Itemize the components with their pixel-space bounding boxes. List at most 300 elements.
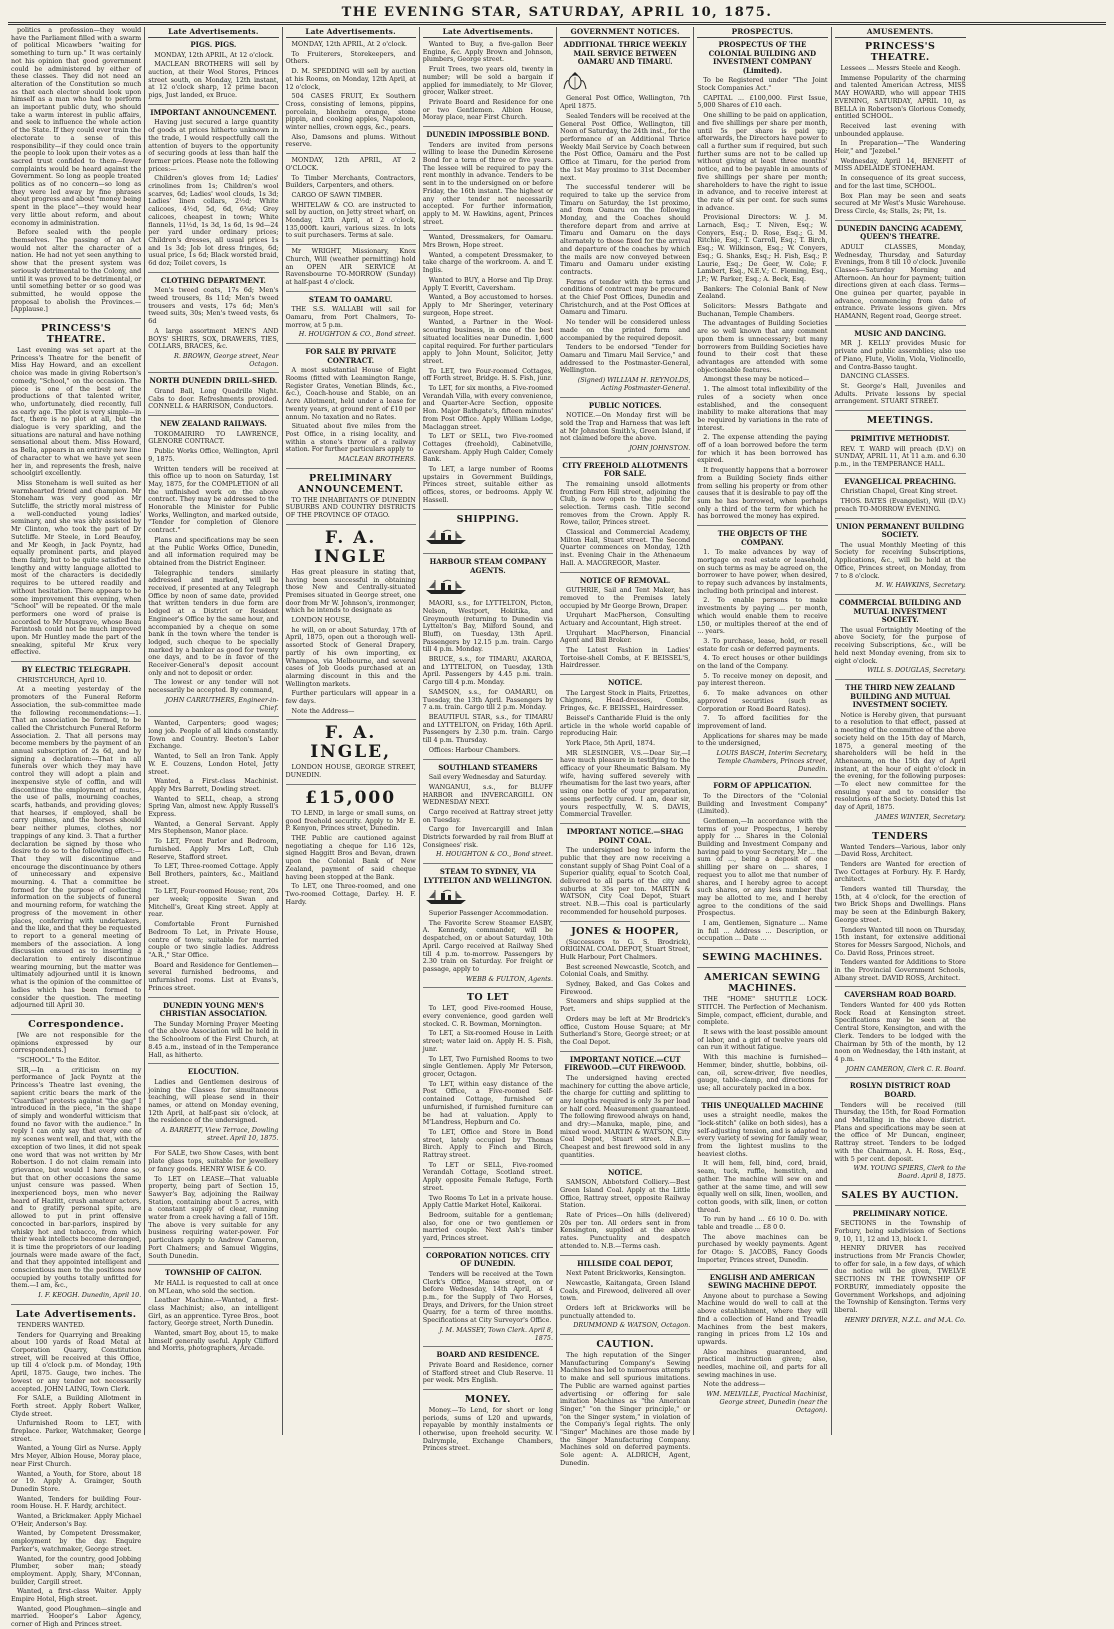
article [423, 553, 553, 754]
paragraph: Amongst these may be noticed— [703, 375, 810, 384]
paragraph: TOKOMAIRIRO TO LAWRENCE, GLENORE CONTRACT. [148, 429, 279, 446]
column-heading: Late Advertisements. [148, 27, 278, 38]
paragraph: The above machines can be purchased by weekly payments. Agent for Otago: S. JACOBS, Fancy Goods Importer, Princes street, Dunedin. [697, 1232, 828, 1264]
paragraph: 504 CASES FRUIT, Ex Southern Cross, consisting of lemons, pippins, porcelain, blenheim orange, stone pippin, and cooking apples, Napoleon, winter nellies, crown eggs, &c., pears. [285, 92, 416, 132]
paragraph: To LET, Front Parlor and Bedroom, furnished. Apply Mrs Loft, Club Reserve, Stafford street. [148, 837, 279, 861]
paragraph: Further particulars will appear in a few days. [285, 689, 416, 706]
column-heading: Late Advertisements. [423, 27, 553, 38]
article-heading: F. A. INGLE [314, 527, 388, 567]
paragraph: DANCING CLASSES. [840, 372, 910, 381]
article [560, 1255, 690, 1331]
column-3 [283, 27, 420, 1435]
paragraph: York Place, 5th April, 1874. [566, 738, 656, 747]
column-heading: AMUSEMENTS. [835, 27, 966, 38]
paragraph: SECTIONS in the Township of Forbury, being subdivision of Sections 9, 10, 11, 12 and 13, block I. [834, 1219, 966, 1243]
paragraph: Two Rooms To Let in a private house. Apply Cattle Market Hotel, Kaikorai. [422, 1193, 553, 1210]
signature: LOUIS BASCH, Interim Secretary, Temple Chambers, Princes street, Dunedin. [716, 749, 828, 773]
paragraph: MR SLESINGER, V.S.—Dear Sir,—I have much pleasure in testifying to the efficacy of your Rheumatic Balsam. My wife, having suffered severely with rheumatism for the last two years, after using one bottle of your preparation, seems perfectly cured. I am, dear sir, yours respectfully, W. S. DAVIS, Commercial Traveller. [560, 748, 691, 819]
paragraph: Wanted, good Ploughmen—single and married. Hooper's Labor Agency, corner of High and Princes street. [11, 1604, 142, 1629]
paragraph: TENDERS WANTED. [17, 1320, 85, 1329]
article [560, 1164, 690, 1251]
article [697, 1269, 827, 1415]
paragraph: To LET, one Three-roomed, and one Two-roomed Cottage, Darley. H. F. Hardy. [285, 882, 416, 906]
article [11, 1304, 141, 1629]
article [286, 524, 416, 716]
steamship-icon [423, 579, 469, 595]
article [423, 863, 553, 983]
column-heading: GOVERNMENT NOTICES. [560, 27, 690, 38]
article-heading: MONEY. [464, 1393, 511, 1405]
article-heading: NORTH DUNEDIN DRILL-SHED. [149, 376, 278, 386]
paragraph: Tenders wanted for Additions to Store in the Provincial Government Schools, Albany street. DAVID ROSS, Architect. [834, 958, 966, 982]
paragraph: LONDON HOUSE, GEORGE STREET, DUNEDIN. [285, 763, 416, 780]
article [560, 823, 690, 917]
paragraph: Wanted, Tenders for building Four-room House. H. F. Hardy, architect. [11, 1494, 142, 1511]
paragraph: Applications for shares may be made to the undersigned, [697, 731, 828, 748]
paragraph: It will hem, fell, bind, cord, braid, seam, tuck, ruffle, hemstitch, and gather. The machine will sew on and gather at the same time, and will sew equally well on silk, linen, woollen, and cotton goods, with silk, linen, or cotton thread. [697, 1159, 828, 1214]
paragraph: 7. To afford facilities for the improvement of land. [697, 714, 828, 730]
article-heading: IMPORTANT NOTICE.—CUT FIREWOOD.—CUT FIREWOOD. [564, 1054, 686, 1073]
article-heading: Late Advertisements. [15, 1308, 137, 1320]
article [423, 1389, 553, 1453]
paragraph: Miss Stoneham is well suited as her warmhearted friend and champion. Mr Stoneham was very good as Mr Sutcliffe, the strictly moral mistress of a well-conducted young ladies' seminary, and she was ably assisted by Mr Clinton, who took the part of Dr Sutcliffe. Mr Steele, in Lord Beaufoy, and Mr Keogh, in Jack Poyntz, had equally prominent parts, and played them fairly, but to be quite satisfied the lengthy and witty language allotted to most of the characters is decidedly requires to be uttered readily and without hesitation. There appears to be some improvement this evening, when "School" will be repeated. Of the male performers one word of praise is accorded to Mr Musgrave, whose Beau Farintosh could not be much improved upon. Mr Huntley made the part of the sneaking, spiteful Mr Krux very effective. [11, 478, 142, 657]
paragraph: To be Registered under "The Joint Stock Companies Act." [697, 76, 828, 93]
paragraph: (Successors to G. S. Brodrick), ORIGINAL COAL DEPOT, Stuart Street, Hulk Harbour, Port Chalmers. [560, 937, 691, 961]
article-heading: CITY FREEHOLD ALLOTMENTS FOR SALE. [562, 460, 688, 479]
paragraph: To LET, two Four-roomed Cottages, off Forth street, Bridge. H. S. Fish, junr. [422, 366, 553, 383]
paragraph: To LET on LEASE—That valuable property, being part of Section 15, Sawyer's Bay, adjoining the Railway Station, containing about 5 acres, with a constant supply of clear, running water from a creek having a fall of 15ft. The above is very suitable for any business requiring water-power. For particulars apply to Andrew Cameron, Port Chalmers; and Samuel Wiggins, South Dunedin. [148, 1174, 279, 1260]
steamship-icon [423, 889, 469, 905]
paragraph: Tenders Wanted for 400 yds Rotten Rock Road at Kensington street. Specifications may be seen at the Central Store, Kensington, and with the Clerk. Tenders to be lodged with the Chairman by 5th of the month, by 12 noon on Wednesday, the 14th instant, at 4 p.m. [834, 1001, 966, 1063]
article [835, 826, 966, 983]
paragraph: Sealed Tenders will be received at the General Post Office, Wellington, till Noon of Saturday, the 24th inst., for the performance of an Additional Thrice Weekly Mail Service by Coach between the Post Office, Oamaru and the Post Office at Timaru, for the period from the 1st May proximo to 31st December next. [560, 111, 691, 182]
masthead: THE EVENING STAR, SATURDAY, APRIL 10, 1875. [341, 5, 773, 20]
paragraph: CARGO OF SAWN TIMBER. [291, 190, 383, 199]
article [286, 244, 416, 287]
paragraph: HENRY DRIVER has received instructions from Mr Francis Chowler, to offer for sale, in a few days, of which due notice will be given, TWELVE SECTIONS IN THE TOWNSHIP OF FORBURY, immediately opposite the Government Workshops, and adjoining the Township of Kensington. Terms very liberal. [834, 1244, 966, 1314]
columns [8, 26, 1106, 1629]
article-heading: HILLSIDE COAL DEPOT, [577, 1258, 674, 1268]
paragraph: Money.—To Lend, for short or long periods, sums of L20 and upwards, repayable by monthly instalments or otherwise, upon freehold security. W. Dalrymple, Exchange Chambers, Princes street. [422, 1405, 553, 1453]
paragraph: [We are not responsible for the opinions expressed by our correspondents.] [11, 1030, 142, 1055]
paragraph: Having just secured a large quantity of goods at prices hitherto unknown in the trade, I would respectfully call the attention of buyers to the opportunity of securing goods at less than half the former prices. Please note the following prices:— [148, 118, 279, 173]
paragraph: Situated about five miles from the Post Office, in a rising locality, and within a stone's throw of a railway station. For further particulars apply to [285, 422, 416, 454]
article-heading: ELOCUTION. [187, 1067, 239, 1077]
paragraph: The advantages of Building Societies are so well known that any comment upon them is unnecessary; but many borrowers from Building Societies have found to their cost that these advantages are attended with some objectionable features. [697, 319, 828, 374]
article-heading: SALES BY AUCTION. [841, 1189, 959, 1201]
signature: JAMES WINTER, Secretary. [875, 812, 966, 821]
paragraph: D. M. SPEDDING will sell by auction at his Rooms, on Monday, 12th April, at 12 o'clock, [285, 67, 416, 91]
paragraph: Wanted, by Competent Dressmaker, employment by the day. Enquire Parker's, watchmaker, George street. [11, 1529, 142, 1553]
article [560, 572, 690, 671]
paragraph: To LET, a large number of Rooms upstairs in Government Buildings, Princes street, suitable either as offices, stores, or bedrooms. Apply W. Hassell. [422, 465, 553, 504]
column-4 [420, 27, 557, 1453]
paragraph: Box Plan may be seen and seats secured at Mr West's Music Warehouse. Dress Circle, 4s; Stalls, 2s; Pit, 1s. [834, 191, 966, 215]
signature: JOHN JOHNSTON. [629, 443, 691, 452]
paragraph: Bankers: The Colonial Bank of New Zealand. [697, 284, 828, 301]
article [423, 759, 553, 860]
article-heading: EVANGELICAL PREACHING. [844, 476, 957, 486]
paragraph: The usual Monthly Meeting of this Society for receiving Subscriptions, Applications, &c., will be held at the Office, Princes street, on Monday, from 7 to 8 o'clock. [834, 540, 966, 580]
article [697, 967, 827, 1092]
signature: R. BROWN, George street, Near Octagon. [174, 351, 279, 368]
paragraph: Immense Popularity of the charming and talented American Actress, MISS MAY HOWARD, who will appear THIS EVENING, SATURDAY, APRIL 10, as BELLA in Robertson's Glorious Comedy, entitled SCHOOL. [834, 73, 966, 121]
article-heading: STEAM TO SYDNEY, VIA LYTTELTON AND WELLINGTON. [423, 867, 552, 885]
paragraph: To LET or SELL, two Five-roomed Cottages (freehold), Cabinetville, Caversham. Apply Hugh Calder, Comely Bank. [422, 432, 553, 464]
paragraph: ADULT CLASSES, Monday, Wednesday, Thursday, and Saturday Evenings, from 8 till 10 o'clock. Juvenile Classes—Saturday Morning and Afternoon. An hour for payment; tuition directions given at each class. Terms—One guinea per quarter, payable in advance, commencing from date of entrance. Private lessons given. Mrs HAMANN, Regent road, George street. [834, 242, 966, 321]
paragraph: Provisional Directors: W. J. M. Larnach, Esq.; T. Niven, Esq.; W. Conyers, Esq.; D. Rose, Esq.; G. M. Ritchie, Esq.; T. Carroll, Esq.; T. Birch, Esq.; W. Wilkinson, Esq.; W. Conyers, Esq.; G. Shanks, Esq.; H. Fish, Esq.; P. Laurie, Esq.; De Geer, W. Cole; F. Lambert, Esq., N.E.V.; C. Fleming, Esq., J.P.; W. Parker, Esq.; A. Beck, Esq. [697, 213, 828, 283]
paragraph: Wanted Tenders—Various, labor only—David Ross, Architect. [834, 842, 966, 859]
signature: H. HOUGHTON & CO., Bond street. [298, 330, 416, 339]
article [423, 987, 553, 1242]
article-heading: PUBLIC NOTICES. [588, 400, 662, 410]
paragraph: The usual Fortnightly Meeting of the above Society, for the purpose of receiving Subscriptions, &c., will be held next Monday evening, from six to eight o'clock. [834, 625, 966, 665]
signature: WM. YOUNG SPIERS, Clerk to the Board. April 8, 1875. [853, 1164, 966, 1180]
article [11, 661, 141, 1010]
column-6 [694, 27, 831, 1435]
royal-crest-icon [560, 71, 590, 91]
paragraph: Tenders wanted till Thursday, the 15th, at 4 o'clock, for the erection of two Brick Shops and Dwellings. Plans may be seen at the Edinburgh Bakery, George street. [834, 885, 966, 924]
article [560, 457, 690, 568]
paragraph: BEAUTIFUL STAR, s.s., for TIMARU and LYTTELTON, on Friday, 16th April. Passengers by 2.30 p.m. train. Cargo till 4 p.m. Thursday. [422, 713, 553, 745]
paragraph: Before sealed with the people themselves. The passing of an Act would not alter the character of a nation. He had not yet seen anything to show that the present system was seriously detrimental to the Colony, and until it was proved to be detrimental, or until something better or so good was submitted, he would oppose the proposal to abolish the Provinces.—[Applause.] [11, 228, 142, 314]
article [423, 1247, 553, 1343]
article [11, 1014, 141, 1300]
article-heading: PIGS. PIGS. [190, 40, 237, 49]
paragraph: Children's gloves from 1d; Ladies' crinolines from 1s; Children's wool scarves, 6d; Ladies' wool clouds, 1s 3d; Ladies' linen collars, 2½d; White calicoes, 4½d, 5d, 6d, 6¾d; Grey calicoes, cheapest in town; White flannels, 11½d, 1s 3d, 1s 6d, 1s 9d—24 per yard under ordinary prices; Children's dresses, all usual prices 1s and 1s 3d; Job lot dress fringes, 6d; usual price, 1s 6d; Black worsted braid, 6d doz; Toilet covers, 1s [148, 174, 279, 268]
paragraph: politics a profession—they would have the Parliament filled with a swarm of political Micawbers "waiting for something to turn up." It was certainly not his opinion that good government could be administered by either of these classes. They did not need an alteration of the Constitution so much as that each elector should look upon himself as a man who had to perform an important public duty, who should take a warm interest in public affairs, and seek to influence the whole action of the State. If they could ever train the electorate to a sense of this responsibility—if they could once train the people to look upon their votes as a sacred trust confided to them—fewer complaints would be heard against the Government. So long as people treated politics as of no concern—so long as they were led away by fine phrases about progress and about "money being spent in the place"—they would hear very little about reform, and about economy in administration. [11, 26, 142, 227]
column-heading: Late Advertisements. [286, 27, 416, 38]
article-heading: STEAM TO OAMARU. [308, 294, 393, 304]
article [148, 415, 278, 712]
article [835, 1205, 966, 1325]
paragraph: It sews with the least possible amount of labor, and a girl of twelve years old can run it without fatigue. [697, 1027, 828, 1052]
paragraph: To LET, good Five-roomed House, every convenience, good garden well stocked. C. R. Bowman, Mornington. [422, 1004, 553, 1028]
paragraph: To LET, Two Furnished Rooms to two single Gentlemen. Apply Mr Peterson, grocer, Octagon. [422, 1054, 553, 1078]
paragraph: Public Works Office, Wellington, April 9, 1875. [148, 447, 279, 463]
column-5 [557, 27, 694, 1467]
article [423, 126, 553, 226]
paragraph: 1. The almost total inflexibility of the rules of a society when once established, and the consequent inability to make alterations that may be required by variations in the rate of interest. [697, 385, 828, 432]
paragraph: Board and Residence for Gentlemen—several furnished bedrooms, and unfurnished rooms. List at Evans's, Princes street. [148, 960, 279, 992]
article [835, 986, 966, 1073]
signature: J. M. MASSEY, Town Clerk. April 8, 1875. [439, 1325, 553, 1342]
paragraph: MONDAY, 12th APRIL, AT 2 O'CLOCK. [285, 156, 416, 172]
paragraph: For SALE, a Building Allotment in Forth street. Apply Robert Walker, Clyde street. [11, 1394, 142, 1418]
article-heading: ROSLYN DISTRICT ROAD BOARD. [849, 1081, 951, 1099]
article-heading: TOWNSHIP OF CALTON. [164, 1268, 262, 1278]
paragraph: Tenders are Wanted for erection of Two Cottages at Forbury. Hy. F. Hardy, architect. [834, 859, 966, 884]
masthead-rule [8, 22, 1106, 25]
signature: MACLEAN BROTHERS. [338, 455, 416, 464]
paragraph: Solicitors: Messrs Bathgate and Buchanan, Temple Chambers. [697, 302, 828, 318]
article [423, 509, 553, 550]
paragraph: MACLEAN BROTHERS will sell by auction, at their Wool Stores, Princes street south, on Monday, 12th instant, at 12 o'clock sharp, 12 prime bacon pigs, Just landed, ex Bruce. [148, 60, 279, 100]
steamship-icon [423, 529, 469, 545]
paragraph: Fruit Trees, two years old, twenty in number; will be sold a bargain if applied for immediately, to Mr Glover, grocer, Walker street. [422, 65, 553, 97]
paragraph: TO LEND, in large or small sums, on good freehold security. Apply to Mr E. P. Kenyon, Princes street, Dunedin. [285, 808, 416, 833]
paragraph: With this machine is furnished—Hemmer, binder, shuttle, bobbins, oil-can, oil, screw-driver, five needles, gauge, table-clamp, and directions for use; all accurately packed in a box. [697, 1053, 828, 1092]
signature: JOHN CARRUTHERS, Engineer-in-Chief. [165, 695, 279, 712]
paragraph: Forms of tender with the terms and conditions of contract may be procured at the Chief Post Offices, Dunedin and Christchurch, and at the Post Offices at Oamaru and Timaru. [560, 277, 691, 317]
signature: HENRY DRIVER, N.Z.L. and M.A. Co. [844, 1315, 966, 1324]
paragraph: Urquhart MacPherson, Consulting Actuary and Accountant, High street. [560, 611, 691, 627]
article-heading: SHIPPING. [456, 513, 520, 525]
paragraph: Orders may be left at Mr Brodrick's office, Custom House Square; at Mr Sutherland's Store, George street; or at the Coal Depot. [560, 1014, 691, 1046]
article [835, 473, 966, 514]
article [11, 318, 141, 657]
article [11, 27, 141, 314]
article [560, 397, 690, 453]
article-heading: F. A. INGLE, [310, 723, 392, 763]
paragraph: BRUCE, s.s., for TIMARU, AKAROA, and LYTTELTON, on Tuesday, 13th April. Passengers by 4.45 p.m. train. Cargo till 4 p.m. Monday. [422, 655, 553, 687]
article-heading: FOR SALE BY PRIVATE CONTRACT. [305, 347, 396, 365]
article-heading: PRIMITIVE METHODIST. [850, 434, 950, 444]
article-heading: COMMERCIAL BUILDING AND MUTUAL INVESTMENT SOCIETY. [839, 597, 962, 625]
paragraph: THE S.S. WALLABI will sail for Oamaru, from Port Chalmers, To-morrow, at 5 p.m. [285, 305, 416, 329]
paragraph: Cargo received at Rattray street jetty on Tuesday. [422, 807, 553, 824]
article [286, 719, 416, 779]
article [286, 291, 416, 339]
paragraph: he will, on or about Saturday, 17th of April, 1875, open out a thorough well-assorted Stock of General Drapery, partly of his own importing, ex Whampoa, via Melbourne, and several cases of Job Goods purchased at an alarming discount in this and the Wellington markets. [285, 625, 416, 688]
paragraph: Tenders Wanted till noon on Thursday, 15th instant, for extensive additional Stores for Messrs Sargood, Nichols, and Co. David Ross, Princes street. [834, 925, 966, 957]
article-heading: PRINCESS'S THEATRE. [865, 41, 936, 63]
signature: WEBB & FULTON, Agents. [465, 974, 553, 983]
paragraph: WHITELAW & CO. are instructed to sell by auction, on Jetty street wharf, on Monday, 12th April, at 2 o'clock, 135,000ft. kauri, various sizes. In lots to suit purchasers. Terms at sale. [285, 200, 416, 240]
paragraph: Private Board and Residence, corner of Stafford street and Club Reserve. 1l per week. Mrs English. [422, 1360, 553, 1385]
paragraph: Tenders will be received (till Thursday, the 15th, for Road Formation and Metalling in the above district. Plans and specifications may be seen at the office of Mr Duncan, engineer, Rattray street. Tenders to be lodged with the Chairman, A. H. Ross, Esq., with 5 per cent. deposit. [834, 1100, 966, 1163]
paragraph: Classical and Commercial Academy, Milton Hall, Stuart street. The Second Quarter commences on Monday, 12th inst. Evening Chair in the Athenaeum Hall. A. MACGREGOR, Master. [560, 528, 691, 567]
paragraph: To Fruiterers, Storekeepers, and Others. [285, 49, 416, 66]
article-heading: PROSPECTUS OF THE COLONIAL BUILDING AND INVESTMENT COMPANY (Limited). [708, 40, 817, 75]
article-heading: HARBOUR STEAM COMPANY AGENTS. [429, 557, 547, 575]
paragraph: Comfortable Front Furnished Bedroom To Let, in Private House, centre of town; suitable for married couple or two single ladies. Address "A.R.," Star Office. [148, 920, 279, 959]
paragraph: St. George's Hall, Juveniles and Adults. Private lessons by special arrangement. STUART STREET. [834, 381, 966, 406]
paragraph: Has great pleasure in stating that, having been successful in obtaining those New and Centrally-situated Premises situated in George street, one door from Mr W. Johnson's, ironmonger, which he intends to designate as [285, 567, 416, 615]
article [148, 1063, 278, 1142]
paragraph: To the Directors of the "Colonial Building and Investment Company" (Limited). [697, 791, 828, 816]
paragraph: Wanted, Carpenters; good wages; long job. People of all kinds constantly. Town and Country. Beeton's Labor Exchange. [148, 719, 279, 751]
paragraph: Steamers and ships supplied at the Port. [560, 997, 691, 1014]
paragraph: THE Public are cautioned against negotiating a cheque for L16 12s, signed Haggitt Bros and Bevan, drawn upon the Colonial Bank of New Zealand, payment of said cheque having been stopped at the Bank. [285, 834, 416, 881]
article [835, 1077, 966, 1180]
article [560, 921, 690, 1047]
article-heading: PRELIMINARY ANNOUNCEMENT. [297, 472, 404, 495]
paragraph: The Sunday Morning Prayer Meeting of the above Association will be held in the Schoolroom of the First Church, at 8.45 a.m., instead of in the Temperance Hall, as hitherto. [148, 1019, 279, 1059]
paragraph: Wanted, a competent Dressmaker, to take charge of the workroom. A. and T. Inglis. [422, 250, 553, 275]
article-heading: CAVERSHAM ROAD BOARD. [844, 990, 957, 1000]
article-heading: UNION PERMANENT BUILDING SOCIETY. [836, 521, 965, 540]
paragraph: Mr HALL is requested to call at once on M'Lean, who sold the section. [148, 1278, 279, 1295]
paragraph: To LET, for six months, a Five-roomed Verandah Villa, with every convenience, and Quarter-Acre Section, opposite Hon. Major Bathgate's, fifteen minutes' from Post Office. Apply William Lodge, Maclaggan street. [422, 384, 553, 431]
paragraph: The successful tenderer will be required to take up the service from Timaru on Saturday, the 1st proximo, and from Oamaru on the following Monday, and the Coaches should therefore depart from and arrive at Timaru and Oamaru on the days alternately to those fixed for the arrival and departure of the coaches by which the mails are now conveyed between Timaru and Oamaru under existing contracts. [560, 183, 691, 276]
article [835, 410, 966, 426]
paragraph: The high reputation of the Singer Manufacturing Company's Sewing Machines has led to numerous attempts to make and sell spurious imitations. The Public are warned against parties advertising or offering for sale imitation Machines as "the American Singer," "on the Singer principle," or "on the Singer system," in violation of the Company's legal rights. The only "Singer" Machines are those made by the Singer Manufacturing Company. Machines sold on deferred payments. Sole agent: A. ALDRICH, Agent, Dunedin. [560, 1351, 691, 1467]
paragraph: Wanted, a Boy accustomed to horses. Apply to Mr Sheringer, veterinary surgeon, Hope street. [422, 293, 553, 317]
paragraph: In consequence of its great success, and for the last time, SCHOOL. [834, 174, 966, 190]
article [286, 468, 416, 520]
paragraph: Offices: Harbour Chambers. [428, 745, 521, 754]
paragraph: Wednesday, April 14, BENEFIT of MISS ADELAIDE STONEHAM. [834, 156, 966, 173]
article [423, 230, 553, 504]
paragraph: Wanted, for the country, good Jobbing Plumber, sober man; steady employment. Apply, Shary, M'Connan, builder, Cargill street. [11, 1554, 142, 1586]
paragraph: MONDAY, 12th APRIL, At 2 o'clock. [291, 40, 407, 48]
article-heading: Correspondence. [28, 1018, 125, 1030]
article-heading: NOTICE OF REMOVAL. [579, 575, 671, 585]
paragraph: Wanted to Buy, a five-gallon Beer Engine, &c. Apply Brown and Johnson, plumbers, George street. [422, 40, 553, 64]
article [286, 343, 416, 464]
paragraph: 3. To purchase, lease, hold, or resell estate for cash or deferred payments. [697, 636, 828, 653]
paragraph: MR J. KELLY provides Music for private and public assemblies; also use of Piano, Flute, Violin, Viola, Violincello, and Contra-Basso taught. [834, 339, 966, 371]
paragraph: Grand Ball, Long Quadrille Night. Cabs to door. Refreshments provided. CONNELL & HARRISON, Conductors. [148, 386, 279, 411]
article-heading: NOTICE. [607, 1167, 643, 1177]
article [835, 1185, 966, 1201]
paragraph: Note the Address— [291, 706, 355, 715]
article-heading: FORM OF APPLICATION. [713, 781, 812, 791]
article [697, 525, 827, 773]
paragraph: Wanted to BUY, a Horse and Tip Dray. Apply T. Everitt, Caversham. [422, 275, 553, 292]
paragraph: Notice is Hereby given, that pursuant to a resolution to that effect, passed at a meeting of the committee of the above society held on the 15th day of March, 1875, a general meeting of the shareholders will be held in the Athenaeum, on the 15th day of April instant, at the hour of eight o'clock in the evening, for the following purposes:—To elect new committee for the ensuing year and to consider the resolutions of the Society. Dated this 1st day of April, 1875. [834, 710, 966, 812]
article [286, 41, 416, 149]
column-heading: PROSPECTUS. [697, 27, 827, 38]
article [697, 41, 827, 521]
column-2 [145, 27, 282, 1435]
article-heading: CORPORATION NOTICES. CITY OF DUNEDIN. [426, 1250, 550, 1269]
paragraph: Urquhart MacPherson, Financial Agent and Bill Broker. [560, 628, 691, 645]
article-heading: BOARD AND RESIDENCE. [436, 1350, 540, 1360]
paragraph: Tenders to be endorsed "Tender for Oamaru and Timaru Mail Service," and addressed to the Postmaster-General, Wellington. [560, 343, 691, 375]
paragraph: Cargo for Invercargill and Inlan Districts forwarded by rail from Bluff at Consignees' risk. [422, 825, 553, 849]
paragraph: At a meeting yesterday of the promoters of the Funeral Reform Association, the sub-committee made the following recommendations:—1. That an association be formed, to be called the Christchurch Funeral Reform Association. 2. That all persons may become members by the payment of an annual subscription of 2s 6d, and by signing a declaration:—That in all funerals over which they may have control they will adopt a plain and inexpensive style of coffin, and will discontinue the employment of mutes, the use of palls, mourning coaches, scarfs, hatbands, and providing gloves; that hearses, if employed, shall be carry plumes, and the horses should bear neither plumes, clothes, nor trappings of any kind. 3. That a further declaration be signed by those who desire to do so to the following effect:—That they will discontinue and encourage the discontinuance by others of unnecessary and expensive mourning. 4. That a committee be formed for the purpose of collecting information on the subjects of funeral and mourning reform, for watching the progress of the movement in other places, conferring with undertakers, and the like, and that they be requested to report to a general meeting of members of the association. A long discussion ensued as to inserting a declaration to entirely discontinue wearing mourning, but the matter was ultimately adjourned until it is known what is the opinion of the committee of ladies which has been formed to consider the question. The meeting adjourned till April 30. [11, 685, 142, 1010]
article [697, 947, 827, 963]
paragraph: Orders left at Brickworks will be punctually attended to. [560, 1303, 691, 1320]
paragraph: 6. To make advances on other approved securities (such as Corporation or Road Board Rates). [697, 689, 828, 713]
paragraph: Superior Passenger Accommodation. [428, 909, 549, 918]
article-heading: THE OBJECTS OF THE COMPANY. [717, 529, 807, 547]
paragraph: A most substantial House of Eight Rooms (fitted with Leamington Range, Register Grates, Venetian Blinds, &c., &c.), Coach-house and Stable, on an Acre Allotment, held under a lease for twenty years, at ground rent of £10 per annum. No taxation and no Rates. [285, 366, 416, 421]
paragraph: Tenders are invited from persons willing to lease the Dunedin Kerosene Bond for a term of three or five years. The lessee will be required to pay the rent monthly in advance. Tenders to be sent in to the undersigned on or before Friday, the 16th instant. The highest or any other tender not necessarily accepted. For further information, apply to M. W. Hawkins, agent, Princes street. [422, 140, 553, 226]
paragraph: Note the address— [703, 1380, 766, 1389]
article-heading: IMPORTANT NOTICE.—SHAG POINT COAL. [566, 827, 684, 845]
article-heading: TENDERS [872, 830, 929, 842]
signature: DRUMMOND & WATSON, Octagon. [573, 1321, 691, 1330]
paragraph: "SCHOOL." To the Editor. [17, 1056, 101, 1065]
paragraph: THOS. BATES (Evangelist), Will (D.V.) preach TO-MORROW EVENING. [834, 497, 966, 513]
article [835, 518, 966, 590]
article-heading: BY ELECTRIC TELEGRAPH. [21, 665, 131, 675]
article-heading: JONES & HOOPER, [571, 925, 680, 937]
paragraph: MONDAY, 12th APRIL, At 12 o'clock. [154, 50, 274, 59]
paragraph: Bedroom, suitable for a gentleman; also, for one or two gentlemen or married couple. Next Ash's timber yard, Princes street. [422, 1210, 553, 1243]
article-heading: DUNEDIN IMPOSSIBLE BOND. [426, 130, 550, 140]
paragraph: Newcastle, Kaitangata, Green Island Coals, and Firewood, delivered all over town. [560, 1278, 691, 1303]
article [560, 41, 690, 393]
paragraph: The Latest Fashion in Ladies' Tortoise-shell Combs, at F. BEISSEL'S, Hairdresser. [560, 646, 691, 670]
paragraph: 2. The expense attending the paying off of a loan borrowed before the term for which it has been borrowed has expired. [697, 433, 828, 465]
article [835, 325, 966, 406]
paragraph: A large assortment MEN'S AND BOYS' SHIRTS, SOX, DRAWERS, TIES, COLLARS, BRACES, &c. [148, 326, 279, 351]
article-heading: THE THIRD NEW ZEALAND BUILDING AND MUTUAL INVESTMENT SOCIETY. [845, 682, 955, 710]
article-heading: PRINCESS'S THEATRE. [41, 323, 112, 346]
paragraph: General Post Office, Wellington, 7th April 1875. [560, 94, 691, 111]
signature: I. F. KEOGH. Dunedin, April 10. [38, 1291, 142, 1300]
paragraph: SAMSON, s.s., for OAMARU, on Tuesday, the 13th April. Passengers by 7 a.m. train. Cargo till 2 p.m. Monday. [422, 687, 553, 712]
paragraph: Unfurnished Room to LET, with fireplace. Parker, Watchmaker, George street. [11, 1419, 142, 1443]
article-heading: ENGLISH AND AMERICAN SEWING MACHINE DEPOT. [708, 1272, 817, 1291]
article [148, 372, 278, 411]
article [423, 41, 553, 122]
paragraph: CHRISTCHURCH, April 10. [17, 675, 107, 684]
paragraph: Wanted, a Brickmaker. Apply Michael O'Heir, Anderson's Bay. [11, 1512, 142, 1528]
paragraph: 5. To receive money on deposit, and pay interest thereon. [697, 671, 828, 688]
signature: M. W. HAWKINS, Secretary. [875, 581, 966, 590]
article-heading: CAUTION. [596, 1339, 654, 1351]
paragraph: uses a straight needle, makes the "lock-stitch" (alike on both sides), has a self-adjusting tension, and is adapted to every variety of sewing for family wear, from the lightest muslins to the heaviest cloths. [697, 1111, 828, 1158]
paragraph: WANGANUI, s.s., for BLUFF HARBOR and INVERCARGILL ON WEDNESDAY NEXT. [422, 782, 553, 807]
paragraph: Gentlemen,—In accordance with the terms of your Prospectus, I hereby apply for ... Shares in the Colonial Building and Investment Company and having paid to your Secretary, Mr ... the sum of ..., being a deposit of one shilling per share on ... shares, I request you to allot me that number of shares, and I hereby agree to accept such shares, or any less number that may be allotted to me, and I hereby agree to the conditions of the said Prospectus. [697, 816, 828, 918]
paragraph: MAORI, s.s., for LYTTELTON, Picton, Nelson, Westport, Hokitika, and Greymouth (returning to Dunedin via Lyttelton's Bay, Milford Sound, and Bluff), on Tuesday, 13th April. Passengers by 12.15 p.m. train. Cargo till 4 p.m. Monday. [422, 599, 553, 654]
article-heading: DUNEDIN DANCING ACADEMY, QUEEN'S THEATRE. [837, 223, 964, 242]
paragraph: Men's tweed coats, 17s 6d; Men's tweed trousers, 8s 11d; Men's tweed trousers and vests, 17s 6d; Men's tweed suits, 30s; Men's tweed vests, 6s 6d [148, 286, 279, 326]
article-heading: NOTICE. [607, 678, 643, 688]
article-heading: DUNEDIN YOUNG MEN'S CHRISTIAN ASSOCIATION. [159, 1000, 268, 1019]
article [148, 1264, 278, 1353]
paragraph: To LET, Three-roomed Cottage. Apply Bell Brothers, painters, &c., Maitland street. [148, 862, 279, 886]
paragraph: Lessees ... Messrs Steele and Keogh. [840, 64, 961, 72]
article [423, 1346, 553, 1385]
paragraph: CAPITAL ... £100,000. First Issue, 5,000 Shares of £10 each. [697, 93, 828, 110]
article-heading: MUSIC AND DANCING. [854, 328, 947, 338]
article [697, 1097, 827, 1265]
paragraph: Wanted, a Youth, for Store, about 18 or 19. Apply A. Grainger, South Dunedin Store. [11, 1469, 142, 1493]
paragraph: Wanted, to Sell an Iron Tank. Apply W. E. Couzens, London Hotel, Jetty street. [148, 752, 279, 776]
article [560, 674, 690, 819]
article [697, 777, 827, 943]
column-1 [8, 26, 145, 1629]
paragraph: Wanted, a General Servant. Apply Mrs Stephenson, Manor place. [148, 819, 279, 836]
paragraph: TO THE INHABITANTS OF DUNEDIN SUBURBS AND COUNTRY DISTRICTS OF THE PROVINCE OF OTAGO. [285, 495, 416, 520]
article-heading: IMPORTANT ANNOUNCEMENT. [150, 107, 277, 117]
article [835, 594, 966, 675]
paragraph: To LET, within easy distance of the Post Office, a Five-roomed Self-contained Cottage, furnished or unfurnished, if furnished furniture can be had at valuation. Apply to M'Landress, Hepburn and Co. [422, 1079, 553, 1127]
paragraph: Tenders for Quarrying and Breaking about 100 yards of Road Metal at Corporation Quarry, Constitution street, will be received at this Office, up till 4 o'clock p.m. of Monday, 19th April, 1875. Gauge, two inches. The lowest or any tender not necessarily accepted. JOHN LAING, Town Clerk. [11, 1330, 142, 1393]
paragraph: No tender will be considered unless made on the printed form and accompanied by the required deposit. [560, 318, 691, 342]
article [835, 679, 966, 822]
paragraph: 2. To enable persons to make investments by paying ... per month, which would enable them to receive L50, or multiples thereof at the end of ... years. [697, 596, 828, 636]
article-heading: MEETINGS. [866, 415, 934, 427]
article [148, 997, 278, 1060]
paragraph: GUTHRIE, Sail and Tent Maker, has removed to the Premises lately occupied by Mr George Brown, Draper. [560, 586, 691, 610]
article-heading: £15,000 [305, 787, 397, 808]
paragraph: Sydney, Baked, and Gas Cokes and Firewood. [560, 980, 691, 996]
article-heading: AMERICAN SEWING MACHINES. [704, 972, 821, 995]
paragraph: Wanted, a Young Girl as Nurse. Apply Mrs Meyer, Albion House, Moray place, near First Church. [11, 1444, 142, 1468]
article [286, 784, 416, 906]
paragraph: The Favorite Screw Steamer EASBY, A. Kennedy, commander, will be despatched, on or about Saturday, 10th April. Cargo received at Railway Shed till 4 p.m. to-morrow. Passengers by 2.30 train on Saturday. For freight or passage, apply to [422, 918, 553, 973]
paragraph: 1. To make advances by way of mortgage on real estate or leasehold, on such terms as may be agreed on, the borrower to have power, when desired, to repay such advances by instalments, including both principal and interest. [697, 548, 828, 595]
paragraph: Last evening was set apart at the Princess's Theatre for the benefit of Miss Hay Howard, and an excellent choice was made in giving Robertson's comedy, "School," on the occasion. The piece is one of the best of the productions of that talented writer, who, unfortunately, died recently, full as early age. The plot is very simple—in fact, there is no plot at all, but the dialogue is very sparkling, and the situations are natural and have nothing sensational about them. Miss Howard, as Bella, appears in an entirely new line of character to what we have yet seen her in, and represents the fresh, naive schoolgirl excellently. [11, 346, 142, 478]
paragraph: Wanted, a Partner in the Wool-scouring business, in one of the best situated localities near Dunedin. 1,600 capital required. For further particulars apply to John Mount, Solicitor, Jetty street. [422, 318, 553, 365]
paragraph: Also machines guaranteed, and practical instruction given; also, needles, machine oil, and parts for all sewing machines in use. [697, 1347, 828, 1379]
article [835, 430, 966, 469]
paragraph: Christian Chapel, Great King street. [840, 487, 958, 496]
paragraph: NOTICE.—On Monday first will be sold the Trap and Harness that was left at Mr Johnston Smith's, Green Island, if not claimed before the above. [560, 411, 691, 443]
paragraph: LONDON HOUSE, [291, 616, 352, 625]
paragraph: To LET, Office and Store in Bond street, lately occupied by Thomas Birch. Apply to Finch and Birch, Rattray street. [422, 1127, 553, 1160]
paragraph: Tenders will be received at the Town Clerk's Office, Manse street, on or before Wednesday, 14th April, at 4 p.m., for the Supply of Two Horses, Drays, and Drivers, for the Union street Quarry, for a term of three months. Specifications at City Surveyor's Office. [422, 1269, 553, 1325]
article [148, 1146, 278, 1260]
paragraph: To LET, Four-roomed House; rent, 20s per week; opposite Swan and Mitchell's, Great King street. Apply at rear. [148, 887, 279, 919]
